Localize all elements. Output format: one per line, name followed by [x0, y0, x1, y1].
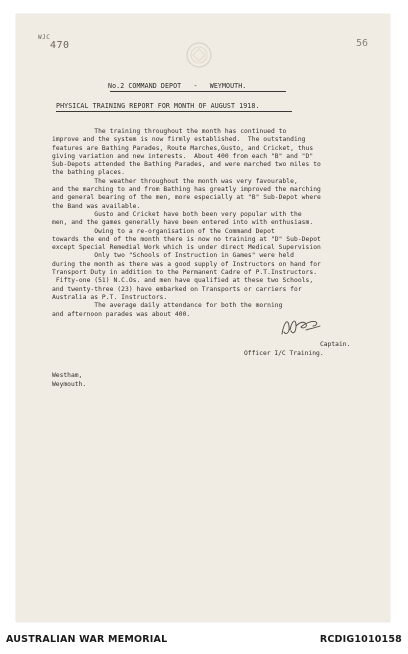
body-line: and afternoon parades was about 400.: [52, 310, 191, 318]
body-line: Fifty-one (51) N.C.Os. and men have qualified at these two Schools,: [52, 277, 314, 285]
institution-name: AUSTRALIAN WAR MEMORIAL: [6, 634, 168, 645]
depot-heading-underline: [110, 91, 286, 92]
body-line: features are Bathing Parades, Route Marches,Gusto, and Cricket, thus: [52, 144, 314, 152]
body-line: except Special Remedial Work which is under direct Medical Supervision: [52, 244, 321, 252]
body-line: Only two "Schools of Instruction in Games" were held: [52, 252, 294, 260]
record-id: RCDIG1010158: [319, 634, 402, 645]
body-line: men, and the games generally have been entered into with enthusiasm.: [52, 219, 314, 227]
body-line: during the month as there was a good supply of Instructors on hand for: [52, 260, 321, 268]
body-line: Transport Duty in addition to the Permanent Cadre of P.T.Instructors.: [52, 269, 318, 277]
body-line: the bathing places.: [52, 169, 125, 177]
address-line-1: Westham,: [52, 372, 83, 379]
body-line: Australia as P.T. Instructors.: [52, 293, 168, 301]
reference-code: WJC: [38, 34, 51, 41]
report-body: [52, 128, 382, 319]
reference-number: 470: [50, 40, 70, 51]
body-line: towards the end of the month there is now no training at "D" Sub-Depot: [52, 235, 321, 243]
body-line: and twenty-three (23) have embarked on Transports or carriers for: [52, 285, 302, 293]
archive-footer: [0, 630, 408, 654]
report-heading: PHYSICAL TRAINING REPORT FOR MONTH OF AUGUST 1918.: [56, 102, 260, 110]
depot-heading: No.2 COMMAND DEPOT - WEYMOUTH.: [108, 82, 247, 90]
body-line: giving variation and new interests. About 400 from each "B" and "D": [52, 152, 314, 160]
body-line: improve and the system is now firmly established. The outstanding: [52, 136, 306, 144]
embossed-stamp-icon: [184, 40, 214, 70]
address-line-2: Weymouth.: [52, 381, 87, 388]
body-line: The weather throughout the month was very favourable,: [52, 177, 298, 185]
body-line: The average daily attendance for both the morning: [52, 302, 283, 310]
body-line: the Band was available.: [52, 202, 141, 210]
signature-rank: Captain.: [320, 341, 351, 348]
signature-title: Officer I/C Training.: [244, 350, 324, 357]
body-line: and general bearing of the men, more especially at "B" Sub-Depot where: [52, 194, 321, 202]
report-heading-underline: [56, 111, 292, 112]
body-line: The training throughout the month has continued to: [52, 128, 287, 135]
body-line: and the marching to and from Bathing has greatly improved the marching: [52, 186, 321, 194]
body-line: Gusto and Cricket have both been very popular with the: [52, 210, 302, 218]
handwritten-signature: [276, 312, 326, 342]
body-line: Owing to a re-organisation of the Command Depot: [52, 227, 275, 235]
body-line: Sub-Depots attended the Bathing Parades, and were marched two miles to: [52, 161, 321, 169]
folio-number: 56: [356, 38, 369, 49]
